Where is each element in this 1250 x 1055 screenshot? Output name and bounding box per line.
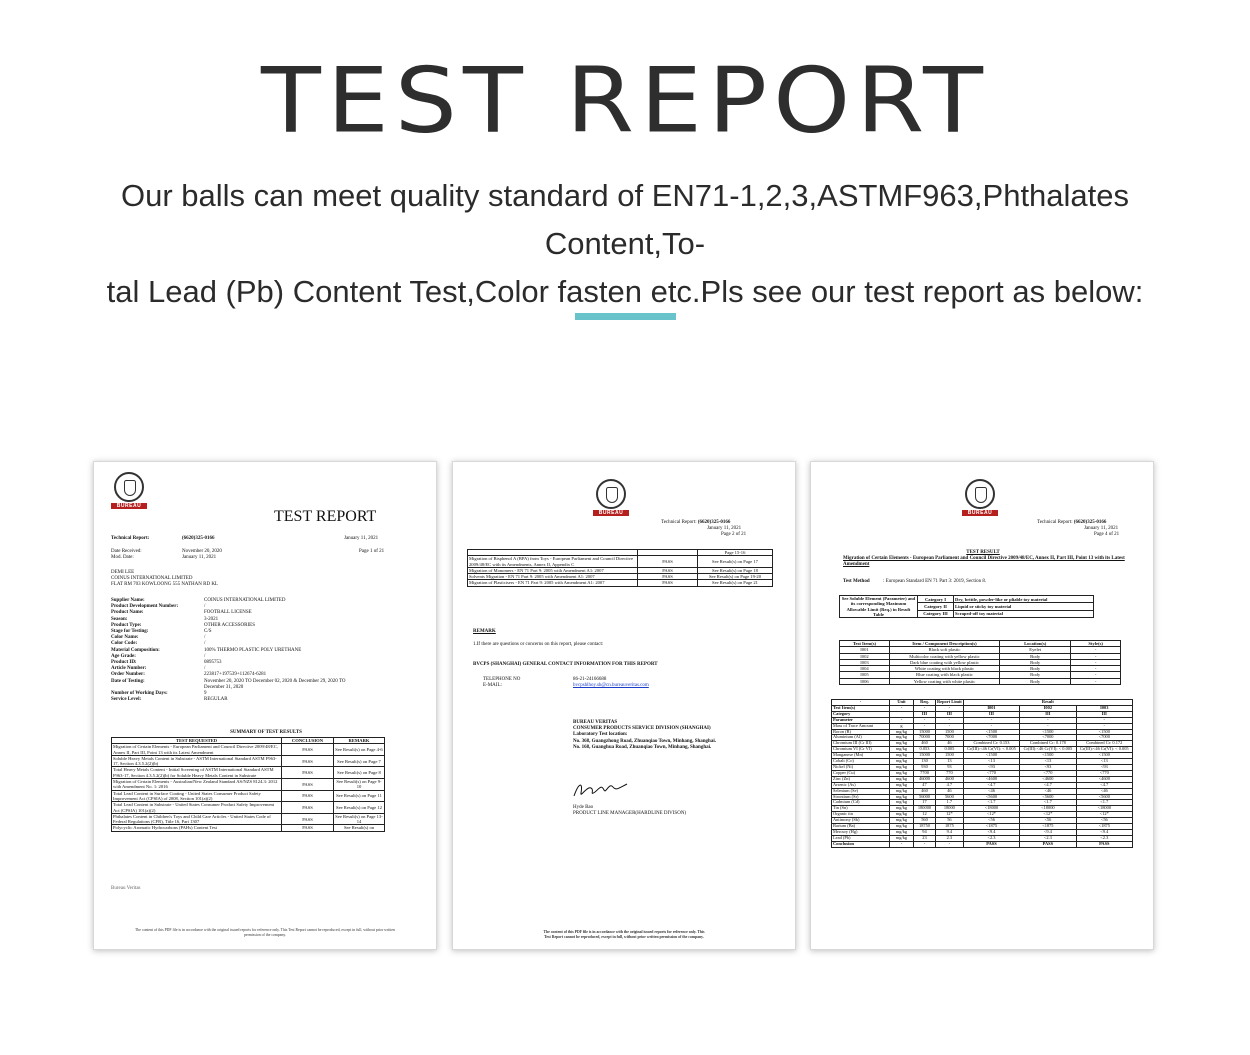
lab-info: BUREAU VERITAS CONSUMER PRODUCTS SERVICE DIVISION (SHANGHAI) Laboratory Test location: No. 368, Guangzhong Road, Zhuanqiao Town, Minhang, Shanghai. No. 168, Guanghua Road, Zhuanqiao Town, Minhang, Shanghai. <box>573 720 716 750</box>
parameter-cell: Mass of Trace Amount <box>832 723 890 729</box>
value-cell: 0.005 <box>936 747 964 753</box>
report-label: Technical Report: <box>661 520 697 525</box>
value-cell: 7700 <box>914 770 936 776</box>
parameter-cell: Conclusion <box>832 841 890 847</box>
value-cell: mg/kg <box>890 729 914 735</box>
report-date: January 11, 2021 <box>344 536 379 541</box>
value-cell: <46 <box>1076 788 1132 794</box>
value-cell: PASS <box>1076 841 1132 847</box>
value-cell: 93 <box>936 764 964 770</box>
parameter-cell: Category <box>832 711 890 717</box>
value-cell: <56 <box>1076 818 1132 824</box>
page-subtitle <box>60 172 1190 316</box>
value-cell: <1500 <box>1076 753 1132 759</box>
parameter-cell: Boron (B) <box>832 729 890 735</box>
value-cell: mg/kg <box>890 782 914 788</box>
parameter-cell: Arsenic (As) <box>832 782 890 788</box>
date-received-label: Date Received: <box>111 549 142 554</box>
date-received: November 20, 2020 <box>182 549 222 554</box>
results-table <box>467 549 773 587</box>
value-cell: mg/kg <box>890 735 914 741</box>
field-row: Service Level: REGULAR <box>111 697 228 703</box>
table-row: Category III Scraped-off toy material <box>840 610 1094 617</box>
value-cell: 12 <box>914 812 936 818</box>
value-cell: 94 <box>914 829 936 835</box>
value-cell: - <box>890 841 914 847</box>
value-cell: III <box>936 711 964 717</box>
value-cell: 930 <box>914 764 936 770</box>
value-cell: - <box>936 723 964 729</box>
value-cell: <46 <box>963 788 1019 794</box>
report-number: (6620)325-0166 <box>1073 520 1107 525</box>
report-date: January 11, 2021 <box>1084 526 1119 531</box>
value-cell: Cr(III):<46 Cr(VI): < 0.005 <box>1076 747 1132 753</box>
parameter-cell: Parameter <box>832 717 890 723</box>
element-results-table <box>831 699 1133 848</box>
value-cell: <2.3 <box>1020 835 1076 841</box>
report-heading: TEST REPORT <box>274 508 377 525</box>
value-cell: 1500 <box>936 729 964 735</box>
contact-title: BVCPS (SHANGHAI) GENERAL CONTACT INFORMATION FOR THIS REPORT <box>473 662 658 667</box>
value-cell: <770 <box>1020 770 1076 776</box>
mod-date-label: Mod. Date: <box>111 555 134 560</box>
value-cell: 4600 <box>936 776 964 782</box>
report-number: (6620)325-0166 <box>182 536 215 541</box>
value-cell: <1500 <box>963 729 1019 735</box>
value-cell: - <box>936 841 964 847</box>
value-cell: 460 <box>914 788 936 794</box>
bureau-veritas-logo-icon: BUREAU VERITAS <box>593 479 629 527</box>
value-cell: <12* <box>1076 812 1132 818</box>
value-cell: Combined Cr: 0.172 <box>1076 741 1132 747</box>
table-row <box>832 841 1133 847</box>
parameter-cell: Mercury (Hg) <box>832 829 890 835</box>
value-cell: <1.7 <box>1020 800 1076 806</box>
value-cell: - <box>963 723 1019 729</box>
accent-divider <box>575 313 676 320</box>
value-cell: <13 <box>1076 759 1132 765</box>
field-row: Stage for Testing: C/S <box>111 629 212 635</box>
value-cell: <18000 <box>1020 806 1076 812</box>
value-cell: 70000 <box>914 735 936 741</box>
value-cell: - <box>890 705 914 711</box>
value-cell: - <box>963 717 1019 723</box>
table-row: I002 Multicolor coating with yellow plastic Body - <box>840 653 1121 659</box>
value-cell: 17 <box>914 800 936 806</box>
email-link[interactable]: bvcpshlhoy.sh@cn.bureauveritas.com <box>573 683 649 688</box>
field-row: Color Code: / <box>111 641 206 647</box>
page-number: Page 1 of 21 <box>359 549 385 554</box>
value-cell: <1875 <box>1076 824 1132 830</box>
value-cell: <93 <box>1076 764 1132 770</box>
value-cell: mg/kg <box>890 741 914 747</box>
table-row: Total Heavy Metals Content - Initial Screening of ASTM International Standard ASTM F963-17, Section 4.3.5.2(2)(b) for Soluble Heavy Metals Content in Substrate PASS See Result(s) on Page 8 <box>112 767 385 779</box>
field-row: Product Name: FOOTBALL LICENSE <box>111 610 252 616</box>
table-row: Page 15-16 <box>468 550 773 556</box>
value-cell: mg/kg <box>890 770 914 776</box>
table-row: Total Lead Content in Substrate - United States Consumer Product Safety Improvement Act (CPSIA) 101(a)(2) PASS See Result(s) on Page 12 <box>112 802 385 814</box>
value-cell: I001 <box>963 705 1019 711</box>
field-row: Order Number: 223817+197539+112674-6281 <box>111 672 267 678</box>
table-header-row: - Unit Req. Report Limit Result <box>832 700 1133 706</box>
value-cell: III <box>1020 711 1076 717</box>
client-name: DEMI LEE <box>111 570 135 575</box>
value-cell: <1875 <box>963 824 1019 830</box>
remark-text: 1.If there are questions or concerns on this report, please contact: <box>473 642 604 647</box>
table-row: Polycyclic Aromatic Hydrocarbons (PAHs) Content Test PASS See Result(s) on <box>112 825 385 831</box>
value-cell: Combined Cr: 0.178 <box>1020 741 1076 747</box>
signature-icon <box>571 778 631 800</box>
email-label: E-MAIL: <box>483 683 502 688</box>
table-row: I005 Blue coating with black plastic Body - <box>840 672 1121 678</box>
value-cell: - <box>890 717 914 723</box>
value-cell: 770 <box>936 770 964 776</box>
value-cell: <18000 <box>1076 806 1132 812</box>
parameter-cell: Aluminium (Al) <box>832 735 890 741</box>
value-cell: III <box>1076 711 1132 717</box>
value-cell: 15000 <box>914 729 936 735</box>
report-label: Technical Report: <box>1037 520 1073 525</box>
value-cell: 1875 <box>936 824 964 830</box>
value-cell: <7000 <box>1020 735 1076 741</box>
value-cell: 180000 <box>914 806 936 812</box>
value-cell: <1875 <box>1020 824 1076 830</box>
table-row: I004 White coating with black plastic Body - <box>840 666 1121 672</box>
value-cell: <2.3 <box>1076 835 1132 841</box>
table-header-row: Test Item(s) Item / Component Description(s) Location(s) Style(s) <box>840 641 1121 647</box>
product-fields <box>111 598 421 703</box>
value-cell: <93 <box>963 764 1019 770</box>
value-cell: <4.7 <box>1076 782 1132 788</box>
telephone: 86-21-24166688 <box>573 677 607 682</box>
value-cell: mg/kg <box>890 835 914 841</box>
value-cell: <12* <box>963 812 1019 818</box>
bureau-veritas-logo-icon: BUREAU VERITAS <box>111 472 147 520</box>
report-page-2[interactable] <box>452 461 796 950</box>
footer-company: Bureau Veritas <box>111 886 141 891</box>
parameter-cell: Test Item(s) <box>832 705 890 711</box>
subtitle-line-1: Our balls can meet quality standard of EN71-1,2,3,ASTMF963,Phthalates Content,To- <box>120 178 1130 261</box>
subtitle-line-2: tal Lead (Pb) Content Test,Color fasten etc.Pls see our test report as below: <box>106 274 1144 309</box>
value-cell: 1500 <box>936 753 964 759</box>
value-cell: 46000 <box>914 776 936 782</box>
value-cell: mg/kg <box>890 753 914 759</box>
value-cell: <5600 <box>1020 794 1076 800</box>
value-cell: <18000 <box>963 806 1019 812</box>
field-row: December 31, 2020 <box>204 684 244 690</box>
value-cell: 2.3 <box>936 835 964 841</box>
parameter-cell: Nickel (Ni) <box>832 764 890 770</box>
value-cell: 9.4 <box>936 829 964 835</box>
parameter-cell: Manganese (Mn) <box>832 753 890 759</box>
client-address: FLAT RM 703 KOWLOONG 555 NATHAN RD KL <box>111 582 218 587</box>
table-row: Category II Liquid or sticky toy material <box>840 603 1094 610</box>
result-subtitle: Migration of Certain Elements - European Parliament and Council Directive 2009/48/EC, Annex II, Part III, Point 13 with its Latest Amendment <box>843 556 1125 568</box>
table-row: Soluble Heavy Metals Content in Substrate - ASTM International Standard ASTM F963-17, Section 4.3.5.2(2)(b) PASS See Result(s) on Page 7 <box>112 755 385 767</box>
value-cell: mg/kg <box>890 824 914 830</box>
value-cell: Combined Cr: 0.153 <box>963 741 1019 747</box>
value-cell: mg/kg <box>890 800 914 806</box>
table-row: See Soluble Element (Parameter) and its corresponding Maximum Allowable Limit (Req.) in Result Table Category I Dry, brittle, powder-like or pliable toy material <box>840 596 1094 603</box>
value-cell: 23 <box>914 835 936 841</box>
field-row: Material Composition: 100% THERMO PLASTIC POLY URETHANE <box>111 647 302 653</box>
value-cell: mg/kg <box>890 759 914 765</box>
value-cell: 18750 <box>914 824 936 830</box>
value-cell: <7000 <box>963 735 1019 741</box>
parameter-cell: Selenium (Se) <box>832 788 890 794</box>
value-cell: - <box>914 841 936 847</box>
value-cell: <1500 <box>1020 753 1076 759</box>
items-table <box>839 640 1121 685</box>
value-cell: mg/kg <box>890 776 914 782</box>
report-page-1[interactable] <box>93 461 437 950</box>
remark-title: REMARK <box>473 629 496 634</box>
field-row: Product Development Number: / <box>111 604 206 610</box>
value-cell: <4.7 <box>963 782 1019 788</box>
field-row: Number of Working Days: 9 <box>111 691 207 697</box>
value-cell: Cr(III):<46 Cr(VI): < 0.005 <box>963 747 1019 753</box>
field-row: Supplier Name: COINUS INTERNATIONAL LIMITED <box>111 598 286 603</box>
value-cell: 130 <box>914 759 936 765</box>
bureau-veritas-logo-icon: BUREAU VERITAS <box>962 479 998 527</box>
value-cell: 56 <box>936 818 964 824</box>
value-cell: 46 <box>936 788 964 794</box>
value-cell: <56 <box>963 818 1019 824</box>
table-row: Solvents Migration - EN 71 Part 9: 2005 with Amendment A1: 2007 PASS See Result(s) on Page 19-20 <box>468 574 773 580</box>
telephone-label: TELEPHONE NO <box>483 677 521 682</box>
value-cell: <4600 <box>1076 776 1132 782</box>
value-cell: mg/kg <box>890 764 914 770</box>
field-row: Color Name: / <box>111 635 206 641</box>
value-cell: 0.053 <box>914 747 936 753</box>
method-label: Test Method <box>843 579 870 584</box>
value-cell: <5600 <box>963 794 1019 800</box>
footer-note: The content of this PDF file is in accordance with the original issued reports for reference only. This Test Report cannot be reproduced, except in full, without prior written permission of the company. <box>543 930 705 939</box>
parameter-cell: Cadmium (Cd) <box>832 800 890 806</box>
value-cell: 560 <box>914 818 936 824</box>
parameter-cell: Lead (Pb) <box>832 835 890 841</box>
value-cell: - <box>936 705 964 711</box>
parameter-cell: Barium (Ba) <box>832 824 890 830</box>
value-cell: mg/kg <box>890 829 914 835</box>
value-cell: 5600 <box>936 794 964 800</box>
value-cell: Cr(III):<46 Cr(VI): < 0.005 <box>1020 747 1076 753</box>
value-cell: - <box>936 717 964 723</box>
table-row: Migration of Monomers - EN 71 Part 9: 2005 with Amendment A1: 2007 PASS See Result(s) on Page 18 <box>468 567 773 573</box>
parameter-cell: Antimony (Sb) <box>832 818 890 824</box>
table-row: I001 Black soft plastic Eyelet - <box>840 647 1121 653</box>
value-cell: <1.7 <box>1076 800 1132 806</box>
value-cell: <93 <box>1020 764 1076 770</box>
category-table <box>839 595 1094 618</box>
field-row: Article Number: / <box>111 666 206 672</box>
result-title: TEST RESULT <box>966 550 1000 555</box>
footer-note: The content of this PDF file is in accordance with the original issued reports for reference only. This Test Report cannot be reproduced, except in full, without prior written permission of the company. <box>135 928 395 937</box>
table-row: Migration of Bisphenol A (BPA) from Toys - European Parliament and Council Directive 2009/48/EC with its Amendments, Annex II, Appendix C PASS See Result(s) on Page 17 <box>468 556 773 568</box>
value-cell: 4.7 <box>936 782 964 788</box>
value-cell: <12* <box>1020 812 1076 818</box>
value-cell: mg/kg <box>890 747 914 753</box>
value-cell: PASS <box>1020 841 1076 847</box>
value-cell: 18000 <box>936 806 964 812</box>
parameter-cell: Tin (Sn) <box>832 806 890 812</box>
table-row: Migration of Plasticisers - EN 71 Part 9: 2005 with Amendment A1: 2007 PASS See Result(s) on Page 21 <box>468 580 773 586</box>
value-cell: <13 <box>1020 759 1076 765</box>
value-cell: <1500 <box>1020 729 1076 735</box>
value-cell: <770 <box>963 770 1019 776</box>
value-cell: <1.7 <box>963 800 1019 806</box>
value-cell: <46 <box>1020 788 1076 794</box>
report-label: Technical Report: <box>111 536 150 541</box>
value-cell: g <box>890 723 914 729</box>
table-row: Phthalates Content in Children's Toys and Child Care Articles - United States Code of Federal Regulations (CFR), Title 16, Part 1307 PASS See Result(s) on Page 13-14 <box>113 813 383 825</box>
value-cell: <9.4 <box>1020 829 1076 835</box>
field-row: Product ID: 0895753 <box>111 660 222 666</box>
parameter-cell: Organic tin <box>832 812 890 818</box>
value-cell: 12* <box>936 812 964 818</box>
summary-table <box>111 737 385 832</box>
page-title: TEST REPORT <box>260 48 990 154</box>
value-cell: <56 <box>1020 818 1076 824</box>
value-cell: <9.4 <box>963 829 1019 835</box>
parameter-cell: Zinc (Zn) <box>832 776 890 782</box>
page-number: Page 2 of 21 <box>721 532 747 537</box>
value-cell: <770 <box>1076 770 1132 776</box>
mod-date: January 11, 2021 <box>182 555 217 560</box>
value-cell: <5600 <box>1076 794 1132 800</box>
summary-title: SUMMARY OF TEST RESULTS <box>230 730 302 735</box>
table-row: Migration of Certain Elements - European Parliament and Council Directive 2009/48/EC, Annex II, Part III, Point 13 with its Latest Amendment PASS See Result(s) on Page 4-6 <box>113 744 383 755</box>
value-cell: III <box>914 711 936 717</box>
signer-name: Hyde Bao <box>573 805 594 810</box>
value-cell: 46 <box>936 741 964 747</box>
value-cell: <13 <box>963 759 1019 765</box>
parameter-cell: Strontium (Sr) <box>832 794 890 800</box>
report-page-4[interactable] <box>810 461 1154 950</box>
field-row: Date of Testing: November 20, 2020 TO December 02, 2020 & December 29, 2020 TO <box>111 678 346 684</box>
value-cell: 460 <box>914 741 936 747</box>
report-date: January 11, 2021 <box>707 526 742 531</box>
field-row: Season: 3-2021 <box>111 616 219 622</box>
value-cell: - <box>1076 723 1132 729</box>
value-cell: <1500 <box>1076 729 1132 735</box>
value-cell: mg/kg <box>890 794 914 800</box>
value-cell: <1500 <box>963 753 1019 759</box>
value-cell: 7000 <box>936 735 964 741</box>
table-row: Total Lead Content in Surface Coating - United States Consumer Product Safety Improvement Act (CPSIA) of 2008, Section 101(a)(2) PASS See Result(s) on Page 11 <box>112 790 385 802</box>
value-cell: <4600 <box>1020 776 1076 782</box>
value-cell: mg/kg <box>890 818 914 824</box>
field-row: Age Grade: / <box>111 653 206 659</box>
value-cell: <4600 <box>963 776 1019 782</box>
value-cell: <9.4 <box>1076 829 1132 835</box>
value-cell: <4.7 <box>1020 782 1076 788</box>
table-header-row: TEST REQUESTED CONCLUSION REMARK <box>112 738 385 744</box>
value-cell: <2.3 <box>963 835 1019 841</box>
value-cell: <7000 <box>1076 735 1132 741</box>
value-cell: mg/kg <box>890 812 914 818</box>
value-cell: 13 <box>936 759 964 765</box>
page-number: Page 4 of 21 <box>1094 532 1120 537</box>
value-cell: - <box>1076 717 1132 723</box>
value-cell: 1.7 <box>936 800 964 806</box>
value-cell: - <box>1020 723 1076 729</box>
table-row: I006 Yellow coating with white plastic Body - <box>840 678 1121 684</box>
value-cell: mg/kg <box>890 788 914 794</box>
value-cell: 15000 <box>914 753 936 759</box>
parameter-cell: Copper (Cu) <box>832 770 890 776</box>
value-cell: mg/kg <box>890 806 914 812</box>
value-cell: - <box>914 705 936 711</box>
signer-title: PRODUCT LINE MANAGER(HARDLINE DIVISON) <box>573 811 687 816</box>
value-cell: III <box>963 711 1019 717</box>
value-cell: - <box>1020 717 1076 723</box>
value-cell: - <box>914 717 936 723</box>
client-company: COINUS INTERNATIONAL LIMITED <box>111 576 193 581</box>
parameter-cell: Chromium III (Cr III) <box>832 741 890 747</box>
value-cell: 56000 <box>914 794 936 800</box>
field-row: Product Type: OTHER ACCESSORIES <box>111 622 255 628</box>
table-row: I003 Dark blue coating with yellow plastic Body - <box>840 659 1121 665</box>
value-cell: I003 <box>1076 705 1132 711</box>
value-cell: PASS <box>963 841 1019 847</box>
value-cell: I002 <box>1020 705 1076 711</box>
parameter-cell: Cobalt (Co) <box>832 759 890 765</box>
value-cell: - <box>914 723 936 729</box>
parameter-cell: Chromium VI (Cr VI) <box>832 747 890 753</box>
table-row: Migration of Certain Elements - Australian/New Zealand Standard AS/NZS 8124.3: 2012 with Amendment No. 1: 2016 PASS See Result(s) on Page 9-10 <box>112 779 385 791</box>
value-cell: 47 <box>914 782 936 788</box>
method-text: : European Standard EN 71 Part 3: 2019, Section 8. <box>883 579 987 584</box>
report-number: (6620)325-0166 <box>697 520 731 525</box>
